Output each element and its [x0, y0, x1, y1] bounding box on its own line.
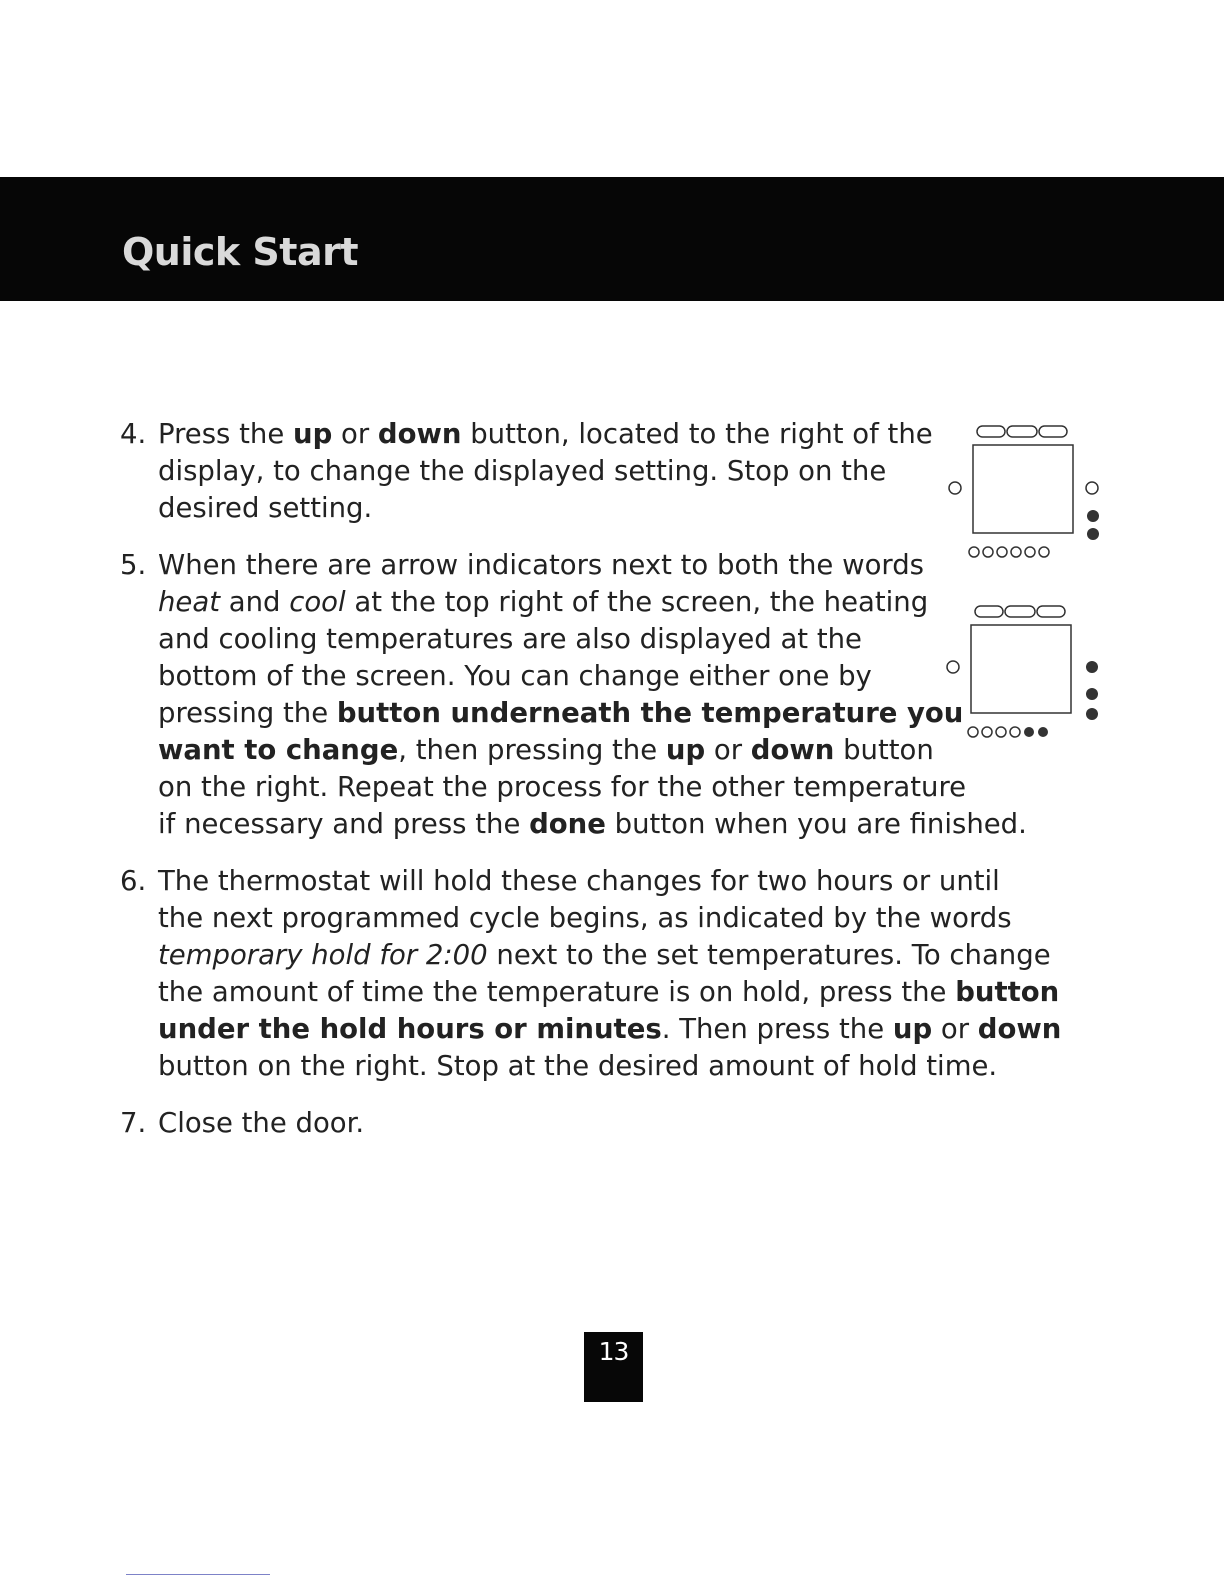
step-line	[158, 695, 1027, 732]
text-run: the amount of time the temperature is on hold, press the	[158, 976, 956, 1008]
text-run: button	[834, 734, 934, 766]
step-line	[158, 974, 1061, 1011]
text-run: or	[332, 418, 378, 450]
italic-text: heat	[158, 586, 220, 618]
section-banner	[0, 177, 1224, 301]
text-run: and cooling temperatures are also displayed at the	[158, 623, 862, 655]
italic-text: temporary hold for 2:00	[158, 939, 488, 971]
step-text	[158, 863, 1061, 1085]
step-line	[158, 937, 1061, 974]
text-run: desired setting.	[158, 492, 373, 524]
bold-text: button	[955, 976, 1060, 1008]
step-line	[158, 806, 1027, 843]
step-text	[158, 1105, 364, 1142]
bold-text: want to change	[158, 734, 399, 766]
step-line	[158, 863, 1061, 900]
text-run: button, located to the right of the	[461, 418, 933, 450]
step-line	[158, 900, 1061, 937]
step-line	[158, 1105, 364, 1142]
text-run: The thermostat will hold these changes for two hours or until	[158, 865, 1000, 897]
text-run: or	[705, 734, 751, 766]
step-line	[158, 453, 933, 490]
text-run: . Then press the	[661, 1013, 893, 1045]
text-run: Close the door.	[158, 1107, 365, 1139]
italic-text: cool	[289, 586, 346, 618]
text-run: , then pressing the	[398, 734, 666, 766]
step-number: 7.	[120, 1107, 147, 1139]
step-line	[158, 416, 933, 453]
page-number: 13	[584, 1332, 643, 1402]
text-run: pressing the	[158, 697, 337, 729]
bold-text: button underneath the temperature you	[336, 697, 964, 729]
page-title: Quick Start	[122, 230, 358, 274]
text-run: button when you are finished.	[605, 808, 1027, 840]
thermostat-diagram-updown	[945, 420, 1105, 570]
step-line	[158, 1011, 1061, 1048]
text-run: button on the right. Stop at the desired amount of hold time.	[158, 1050, 998, 1082]
bold-text: up	[293, 418, 333, 450]
bold-text: down	[377, 418, 462, 450]
step-line	[158, 769, 1027, 806]
text-run: or	[932, 1013, 978, 1045]
step-number: 4.	[120, 418, 147, 450]
step-line	[158, 1048, 1061, 1085]
step-line	[158, 732, 1027, 769]
text-run: and	[219, 586, 290, 618]
step-line	[158, 621, 1027, 658]
text-run: next to the set temperatures. To change	[487, 939, 1051, 971]
step-line	[158, 547, 1027, 584]
step-line	[158, 658, 1027, 695]
text-run: at the top right of the screen, the heating	[345, 586, 929, 618]
step-number: 5.	[120, 549, 147, 581]
text-run: When there are arrow indicators next to both the words	[158, 549, 925, 581]
text-run: Press the	[158, 418, 293, 450]
text-run: the next programmed cycle begins, as indicated by the words	[158, 902, 1012, 934]
bold-text: up	[665, 734, 706, 766]
step-text	[158, 547, 1027, 843]
text-run: if necessary and press the	[158, 808, 530, 840]
text-run: bottom of the screen. You can change either one by	[158, 660, 872, 692]
footer-rule	[126, 1574, 270, 1575]
bold-text: under the hold hours or minutes	[158, 1013, 662, 1045]
bold-text: down	[977, 1013, 1062, 1045]
text-run: display, to change the displayed setting. Stop on the	[158, 455, 887, 487]
step-number: 6.	[120, 865, 147, 897]
text-run: on the right. Repeat the process for the other temperature	[158, 771, 967, 803]
bold-text: up	[892, 1013, 933, 1045]
bold-text: done	[529, 808, 606, 840]
thermostat-diagram-temperature	[945, 600, 1105, 750]
bold-text: down	[750, 734, 835, 766]
step-line	[158, 584, 1027, 621]
step-text	[158, 416, 933, 527]
step-line	[158, 490, 933, 527]
